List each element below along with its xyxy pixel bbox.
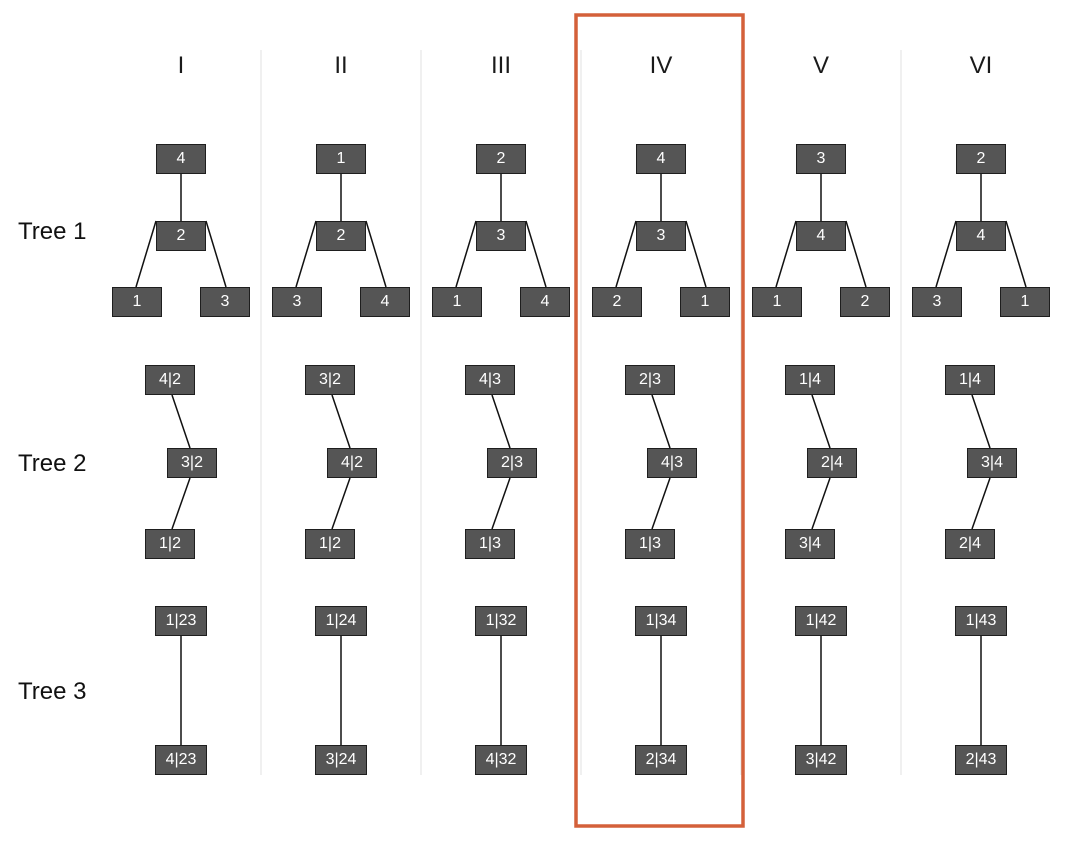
tree3-node-bottom: 4|23 [155, 745, 207, 775]
tree1-node-right: 1 [1000, 287, 1050, 317]
tree2-edge [652, 395, 670, 448]
tree1-node-left: 3 [912, 287, 962, 317]
tree2-edge [332, 478, 350, 529]
tree3-node-top: 1|34 [635, 606, 687, 636]
tree1-node-left: 1 [112, 287, 162, 317]
highlight-box-column-iv [576, 15, 743, 826]
tree3-node-top: 1|42 [795, 606, 847, 636]
tree2-node-middle: 3|2 [167, 448, 217, 478]
tree2-node-top: 1|4 [785, 365, 835, 395]
tree1-edge [616, 221, 636, 287]
tree2-edge [172, 478, 190, 529]
tree2-node-bottom: 1|2 [305, 529, 355, 559]
tree3-node-top: 1|32 [475, 606, 527, 636]
tree1-node-middle: 2 [316, 221, 366, 251]
tree1-node-top: 3 [796, 144, 846, 174]
tree1-node-left: 2 [592, 287, 642, 317]
tree1-edge [296, 221, 316, 287]
tree2-edge [812, 395, 830, 448]
tree3-node-top: 1|23 [155, 606, 207, 636]
row-label-tree-3: Tree 3 [18, 678, 87, 705]
tree2-edge [492, 395, 510, 448]
column-header: IV [649, 52, 673, 79]
column-header: I [177, 52, 185, 79]
tree2-node-middle: 4|2 [327, 448, 377, 478]
tree1-edge [136, 221, 156, 287]
tree1-node-top: 4 [156, 144, 206, 174]
tree2-node-bottom: 3|4 [785, 529, 835, 559]
tree3-node-bottom: 2|43 [955, 745, 1007, 775]
tree2-node-bottom: 1|2 [145, 529, 195, 559]
tree2-node-middle: 2|3 [487, 448, 537, 478]
tree3-node-top: 1|24 [315, 606, 367, 636]
tree1-node-middle: 4 [956, 221, 1006, 251]
tree1-node-right: 1 [680, 287, 730, 317]
tree1-edge [456, 221, 476, 287]
tree2-edge [492, 478, 510, 529]
tree2-node-middle: 3|4 [967, 448, 1017, 478]
tree1-edge [366, 221, 386, 287]
tree1-edge [526, 221, 546, 287]
tree3-node-bottom: 4|32 [475, 745, 527, 775]
tree1-node-middle: 3 [476, 221, 526, 251]
tree3-node-top: 1|43 [955, 606, 1007, 636]
column-header: III [490, 52, 511, 79]
tree2-node-top: 4|2 [145, 365, 195, 395]
tree3-node-bottom: 3|42 [795, 745, 847, 775]
tree1-node-middle: 3 [636, 221, 686, 251]
tree1-node-right: 4 [520, 287, 570, 317]
tree2-edge [972, 395, 990, 448]
tree1-node-left: 3 [272, 287, 322, 317]
column-header: V [812, 52, 829, 79]
tree1-edge [206, 221, 226, 287]
column-header: II [334, 52, 348, 79]
tree2-node-bottom: 1|3 [465, 529, 515, 559]
column-header: VI [969, 52, 993, 79]
tree1-node-left: 1 [432, 287, 482, 317]
tree1-node-right: 2 [840, 287, 890, 317]
tree2-edge [652, 478, 670, 529]
tree2-edge [172, 395, 190, 448]
tree1-node-right: 3 [200, 287, 250, 317]
row-label-tree-2: Tree 2 [18, 450, 87, 477]
tree1-node-middle: 4 [796, 221, 846, 251]
tree1-edge [1006, 221, 1026, 287]
tree2-edge [332, 395, 350, 448]
tree1-node-top: 4 [636, 144, 686, 174]
tree2-edge [972, 478, 990, 529]
tree2-node-middle: 2|4 [807, 448, 857, 478]
tree3-node-bottom: 2|34 [635, 745, 687, 775]
tree1-node-right: 4 [360, 287, 410, 317]
tree1-node-top: 2 [956, 144, 1006, 174]
tree1-node-top: 2 [476, 144, 526, 174]
tree3-node-bottom: 3|24 [315, 745, 367, 775]
tree1-node-top: 1 [316, 144, 366, 174]
tree1-node-left: 1 [752, 287, 802, 317]
row-label-tree-1: Tree 1 [18, 218, 87, 245]
tree1-edge [936, 221, 956, 287]
tree1-edge [686, 221, 706, 287]
tree1-node-middle: 2 [156, 221, 206, 251]
tree2-node-top: 3|2 [305, 365, 355, 395]
tree2-node-top: 1|4 [945, 365, 995, 395]
tree2-node-bottom: 2|4 [945, 529, 995, 559]
tree2-node-bottom: 1|3 [625, 529, 675, 559]
tree2-node-top: 2|3 [625, 365, 675, 395]
tree1-edge [846, 221, 866, 287]
tree2-edge [812, 478, 830, 529]
tree1-edge [776, 221, 796, 287]
tree2-node-middle: 4|3 [647, 448, 697, 478]
tree2-node-top: 4|3 [465, 365, 515, 395]
